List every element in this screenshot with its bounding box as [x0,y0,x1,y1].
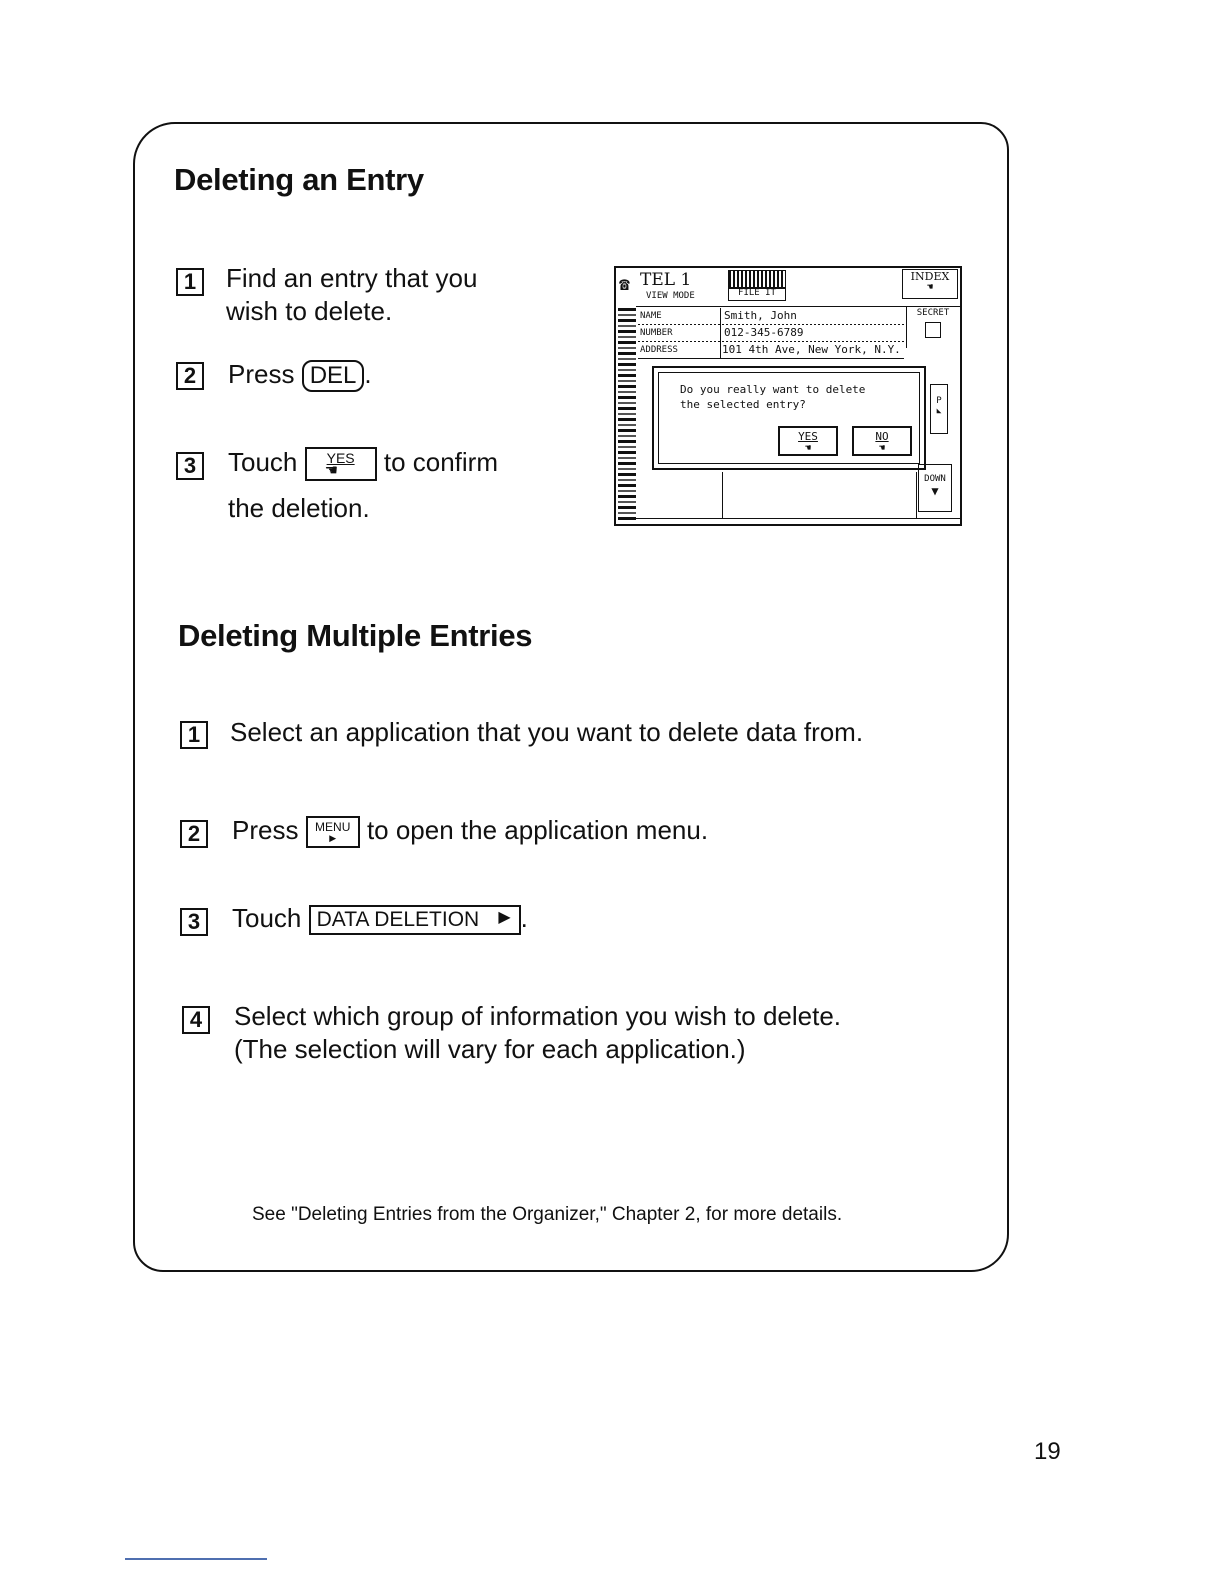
menu-key [306,816,360,848]
page-up-arrow-icon: ◣ [936,406,942,415]
page-down-button[interactable] [918,464,952,512]
page-up-button[interactable] [930,384,948,434]
step-3-text-line1 [228,446,498,481]
file-cabinet-icon [728,270,786,288]
step2-number-1: 1 [180,721,208,749]
step2-1-text: Select an application that you want to delete data from. [230,717,864,747]
delete-confirm-dialog [652,366,926,470]
page-up-label: P [936,396,942,406]
view-mode-label: VIEW MODE [646,291,695,301]
footnote: See "Deleting Entries from the Organizer," Chapter 2, for more details. [252,1204,843,1225]
del-key: DEL [302,360,365,392]
dialog-yes-label: YES [798,430,818,443]
dialog-yes-button[interactable] [778,426,838,456]
dialog-no-button[interactable] [852,426,912,456]
step2-4-text-line1: Select which group of information you wish to delete. [234,1001,842,1031]
field-rule-3 [638,358,904,359]
spiral-binding [618,308,636,520]
step2-2-prefix: Press [232,815,299,845]
field-label-name: NAME [640,311,662,321]
step2-number-3: 3 [180,908,208,936]
device-screen [614,266,962,526]
page-number: 19 [1034,1438,1061,1465]
step2-3-suffix: . [520,903,528,933]
phone-icon: ☎ [619,274,630,295]
field-column-rule [720,308,721,358]
step2-number-4: 4 [182,1006,210,1034]
section-title-deleting-multiple: Deleting Multiple Entries [178,618,533,653]
field-rule-1 [638,324,904,325]
step-number-3: 3 [176,452,204,480]
data-deletion-label: DATA DELETION [316,908,480,932]
field-value-name: Smith, John [724,309,797,322]
step2-2-text [232,814,708,848]
index-button[interactable] [902,269,958,299]
yes-key-label: YES [326,450,355,467]
data-deletion-arrow-icon: ▶ [498,909,511,927]
dialog-no-hand-icon: ☚ [878,443,886,454]
page-down-arrow-icon: ▼ [931,484,939,498]
step-2-suffix: . [364,359,372,389]
file-it-label: FILE IT [728,288,786,301]
secret-toggle[interactable] [906,306,959,348]
lower-column-rule [722,472,723,518]
menu-key-label: MENU [315,820,351,835]
step2-number-2: 2 [180,820,208,848]
hand-icon: ☚ [324,462,339,480]
page-down-label: DOWN [924,474,946,484]
step-number-1: 1 [176,268,204,296]
app-title: TEL 1 [640,270,692,290]
lower-right-rule [916,472,917,518]
index-label: INDEX [910,270,950,283]
data-deletion-key [309,905,521,935]
step2-2-suffix: to open the application menu. [366,815,709,845]
field-label-address: ADDRESS [640,345,678,355]
field-rule-2 [638,341,904,342]
secret-checkbox[interactable] [925,322,941,338]
step-3-suffix: to confirm [383,447,499,477]
field-value-address: 101 4th Ave, New York, N.Y. [722,343,901,356]
field-label-number: NUMBER [640,328,673,338]
step-2-prefix: Press [228,359,295,389]
step-number-2: 2 [176,362,204,390]
secret-label: SECRET [916,308,950,318]
footer-rule [636,518,960,519]
menu-arrow-icon: ▶ [329,833,337,844]
step-1-text-line2: wish to delete. [226,296,393,326]
step-3-text-line2: the deletion. [228,493,370,523]
step2-3-prefix: Touch [232,903,302,933]
step-3-prefix: Touch [228,447,298,477]
step-1-text-line1: Find an entry that you [226,263,478,293]
dialog-yes-hand-icon: ☚ [804,443,812,454]
index-hand-icon: ☚ [926,282,934,293]
file-it-button[interactable] [728,270,786,300]
dialog-message-line1: Do you really want to delete [680,383,866,396]
step2-4-text-line2: (The selection will vary for each application.) [234,1034,746,1064]
bottom-edge-line [125,1558,267,1560]
yes-key [305,447,377,481]
field-value-number: 012-345-6789 [724,326,804,339]
section-title-deleting-entry: Deleting an Entry [174,162,424,197]
step-2-text [228,358,372,392]
dialog-no-label: NO [875,430,889,443]
step2-3-text [232,902,528,935]
dialog-message-line2: the selected entry? [680,398,806,411]
